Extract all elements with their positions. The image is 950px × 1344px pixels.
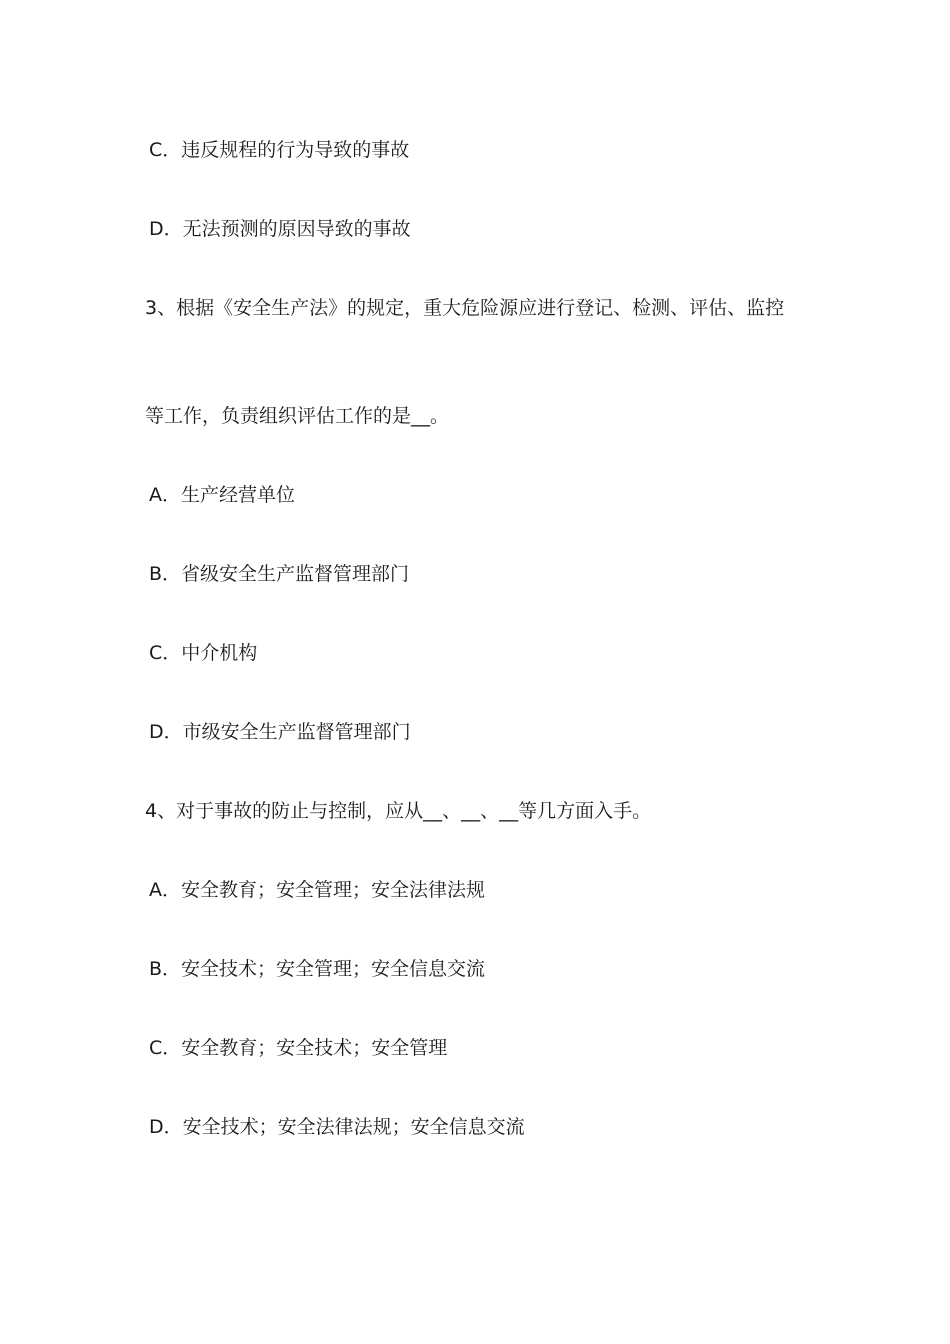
q4-option-a: A．安全教育；安全管理；安全法律法规 — [149, 879, 485, 901]
q3-option-a: A．生产经营单位 — [149, 484, 295, 506]
q3-option-c: C．中介机构 — [149, 642, 258, 664]
q3-stem-line1: 3、根据《安全生产法》的规定，重大危险源应进行登记、检测、评估、监控 — [145, 297, 785, 319]
q4-stem: 4、对于事故的防止与控制，应从__、__、__等几方面入手。 — [145, 800, 652, 822]
q4-option-b: B．安全技术；安全管理；安全信息交流 — [149, 958, 486, 980]
q2-option-d: D．无法预测的原因导致的事故 — [149, 218, 411, 240]
q2-option-c: C．违反规程的行为导致的事故 — [149, 139, 410, 161]
q3-option-d: D．市级安全生产监督管理部门 — [149, 721, 411, 743]
q4-option-d: D．安全技术；安全法律法规；安全信息交流 — [149, 1116, 525, 1138]
q4-option-c: C．安全教育；安全技术；安全管理 — [149, 1037, 448, 1059]
q3-option-b: B．省级安全生产监督管理部门 — [149, 563, 410, 585]
q3-stem-line2: 等工作，负责组织评估工作的是__。 — [145, 405, 450, 427]
